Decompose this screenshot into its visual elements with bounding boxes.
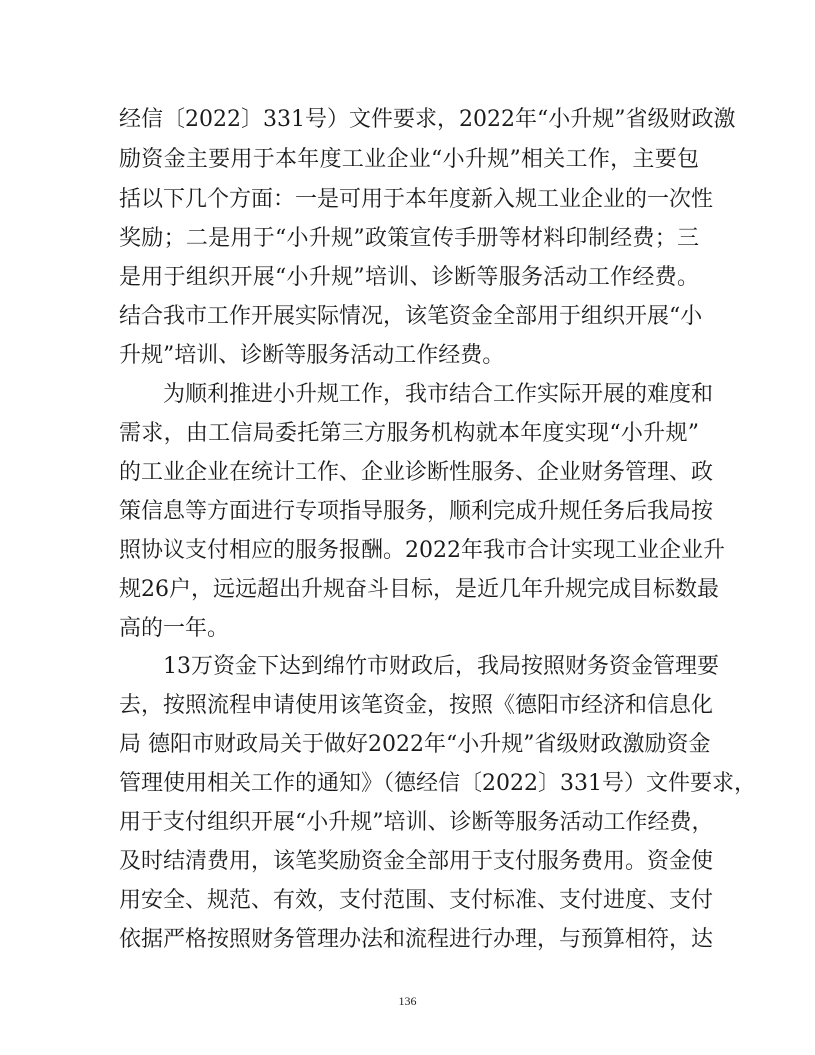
text-line: 经信〔2022〕331号）文件要求，2022年“小升规”省级财政激 bbox=[119, 107, 736, 132]
text-line: 13万资金下达到绵竹市财政后，我局按照财务资金管理要 bbox=[163, 654, 719, 679]
text-line: 规26户，远远超出升规奋斗目标，是近几年升规完成目标数最 bbox=[119, 577, 719, 602]
text-line: 管理使用相关工作的通知》（德经信〔2022〕331号）文件要求， bbox=[119, 771, 756, 796]
text-line: 高的一年。 bbox=[119, 616, 230, 641]
text-line: 用安全、规范、有效，支付范围、支付标准、支付进度、支付 bbox=[119, 888, 714, 913]
text-line: 及时结清费用，该笔奖励资金全部用于支付服务费用。资金使 bbox=[119, 849, 714, 874]
text-line: 括以下几个方面：一是可用于本年度新入规工业企业的一次性 bbox=[119, 187, 714, 212]
text-line: 照协议支付相应的服务报酬。2022年我市合计实现工业企业升 bbox=[119, 538, 725, 563]
text-line: 依据严格按照财务管理办法和流程进行办理，与预算相符，达 bbox=[119, 927, 714, 952]
text-line: 去，按照流程申请使用该笔资金，按照《德阳市经济和信息化 bbox=[119, 693, 714, 718]
text-line: 为顺利推进小升规工作，我市结合工作实际开展的难度和 bbox=[163, 382, 714, 407]
text-line: 的工业企业在统计工作、企业诊断性服务、企业财务管理、政 bbox=[119, 460, 714, 485]
text-line: 是用于组织开展“小升规”培训、诊断等服务活动工作经费。 bbox=[119, 265, 699, 290]
text-line: 用于支付组织开展“小升规”培训、诊断等服务活动工作经费， bbox=[119, 810, 714, 835]
text-line: 结合我市工作开展实际情况，该笔资金全部用于组织开展“小 bbox=[119, 304, 703, 329]
text-line: 奖励；二是用于“小升规”政策宣传手册等材料印制经费；三 bbox=[119, 226, 699, 251]
page-number: 136 bbox=[398, 994, 417, 1008]
text-line: 策信息等方面进行专项指导服务，顺利完成升规任务后我局按 bbox=[119, 499, 714, 524]
text-line: 局 德阳市财政局关于做好2022年“小升规”省级财政激励资金 bbox=[119, 732, 711, 757]
text-line: 升规”培训、诊断等服务活动工作经费。 bbox=[119, 343, 505, 368]
text-line: 励资金主要用于本年度工业企业“小升规”相关工作，主要包 bbox=[119, 147, 699, 172]
text-line: 需求，由工信局委托第三方服务机构就本年度实现“小升规” bbox=[119, 421, 699, 446]
